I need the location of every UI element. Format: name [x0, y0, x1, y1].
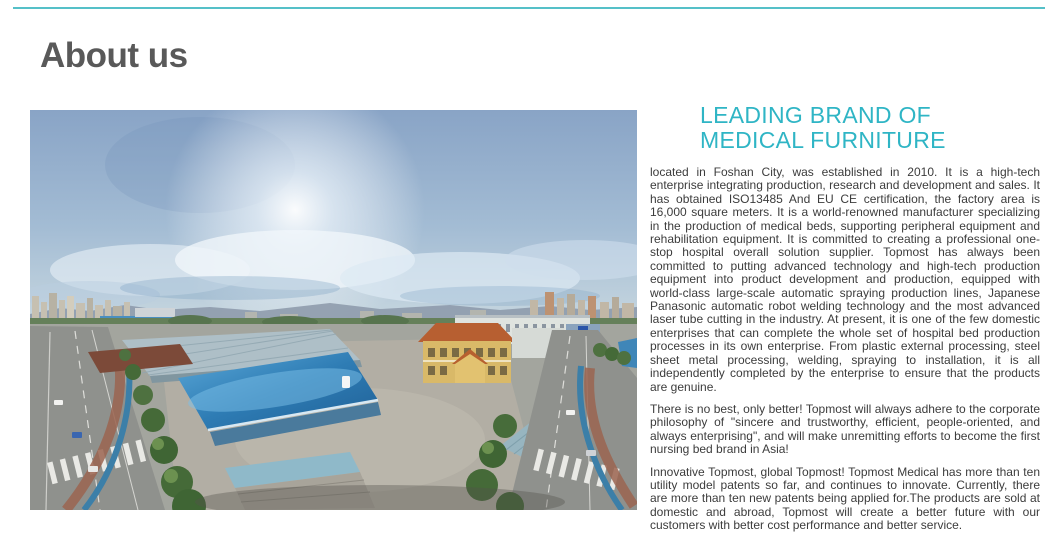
about-text-column [650, 103, 1040, 534]
about-paragraph-2: There is no best, only better! Topmost will always adhere to the corporate philosophy of "sincere and trustworthy, efficient, people-oriented, and always enterprising", and will make unremitting efforts to become the first nursing bed brand in Asia! [650, 401, 1040, 457]
factory-panorama-illustration [30, 110, 637, 510]
section-heading-line1: LEADING BRAND OF [700, 102, 932, 128]
about-paragraph-3: Innovative Topmost, global Topmost! Topmost Medical has more than ten utility model patents so far, and continues to innovate. Currently, there are more than ten new patents being applied for.The products are sold at domestic and abroad, Topmost will create a better future with our customers with better cost performance and better service. [650, 464, 1040, 533]
factory-panorama-photo [30, 110, 637, 510]
section-heading [700, 103, 1040, 153]
page-title: About us [40, 36, 188, 75]
about-paragraph-1: located in Foshan City, was established in 2010. It is a high-tech enterprise integrating production, research and development and sales. It has obtained ISO13485 And EU CE certification, the factory area is 16,000 square meters. It is a world-renowned manufacturer specializing in the production of medical beds, supporting peripheral equipment and rehabilitation equipment. It is committed to creating a professional one-stop hospital overall solution supplier. Topmost has always been committed to putting advanced technology and high-tech production equipment into product development and production, equipped with world-class large-scale automatic spraying production lines, Japanese Panasonic automatic robot welding technology and the most advanced laser tube cutting in the industry. At present, it is one of the few domestic enterprises that can complete the whole set of hospital bed production processes in its own enterprise. From plastic external processing, steel sheet metal processing, welding, spraying to installation, it is all independently completed by the enterprise to ensure that the products are genuine. [650, 165, 1040, 394]
section-heading-line2: MEDICAL FURNITURE [700, 127, 946, 153]
top-divider [13, 7, 1045, 9]
